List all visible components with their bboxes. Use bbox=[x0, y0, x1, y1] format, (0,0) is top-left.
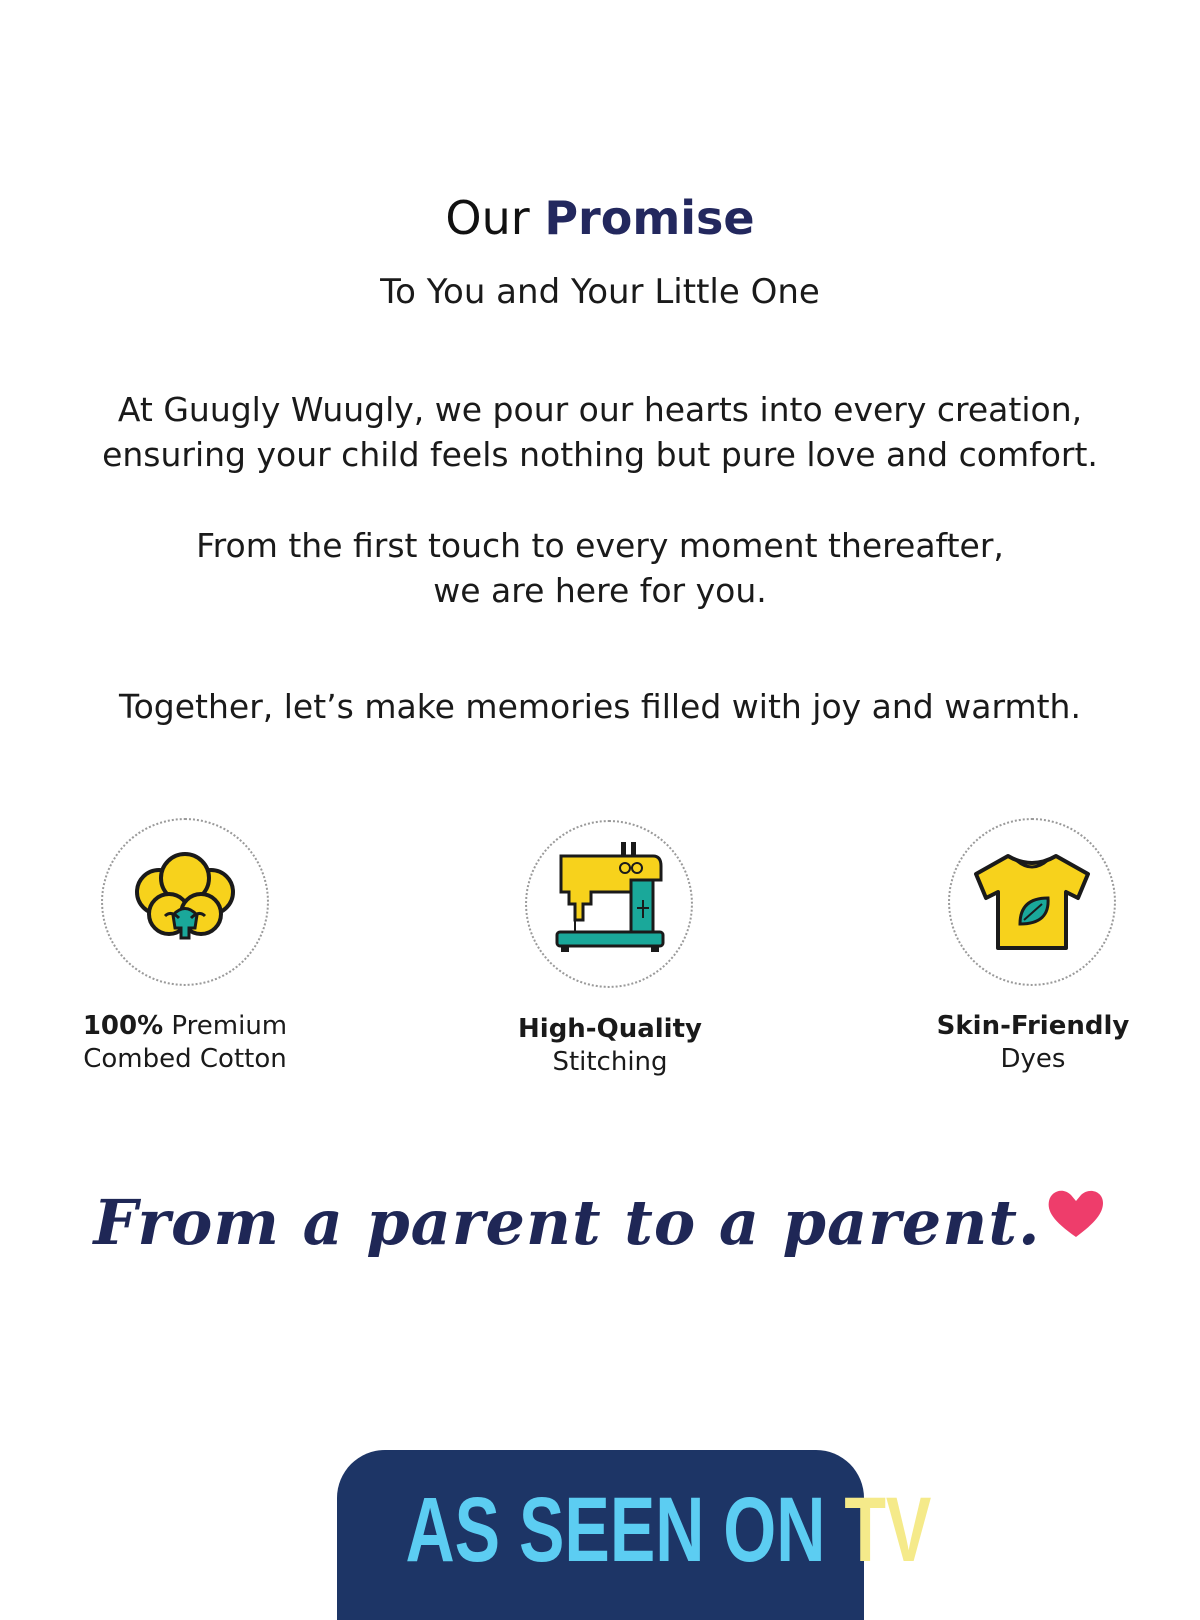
support-paragraph bbox=[0, 523, 1200, 613]
support-line-1: From the first touch to every moment thereafter, bbox=[196, 526, 1004, 565]
feature-dyes-label: Skin-Friendly Dyes bbox=[936, 1011, 1130, 1074]
feature-cotton-badge bbox=[101, 818, 269, 986]
as-seen-on-tv-text: AS SEEN ON TV bbox=[405, 1479, 932, 1581]
closing-paragraph: Together, let’s make memories filled with joy and warmth. bbox=[119, 687, 1081, 726]
tagline bbox=[0, 1185, 1200, 1266]
feature-stitching-label: High-Quality Stitching bbox=[518, 1014, 702, 1077]
feature-dyes-badge bbox=[948, 818, 1116, 986]
intro-paragraph bbox=[0, 387, 1200, 477]
page-subtitle: To You and Your Little One bbox=[380, 272, 820, 312]
tagline-text: From a parent to a parent. bbox=[93, 1186, 1041, 1259]
title-plain: Our bbox=[445, 191, 530, 245]
sewing-machine-icon bbox=[527, 822, 691, 986]
support-line-2: we are here for you. bbox=[433, 571, 767, 610]
tshirt-leaf-icon bbox=[950, 820, 1114, 984]
feature-stitching-badge bbox=[525, 820, 693, 988]
heart-icon bbox=[1045, 1182, 1107, 1258]
intro-line-1: At Guugly Wuugly, we pour our hearts into every creation, bbox=[117, 390, 1083, 429]
feature-cotton-label: 100% Premium Combed Cotton bbox=[82, 1011, 288, 1074]
page-title bbox=[0, 190, 1200, 246]
title-accent: Promise bbox=[544, 191, 755, 245]
cotton-icon bbox=[103, 820, 267, 984]
intro-line-2: ensuring your child feels nothing but pure love and comfort. bbox=[102, 435, 1098, 474]
